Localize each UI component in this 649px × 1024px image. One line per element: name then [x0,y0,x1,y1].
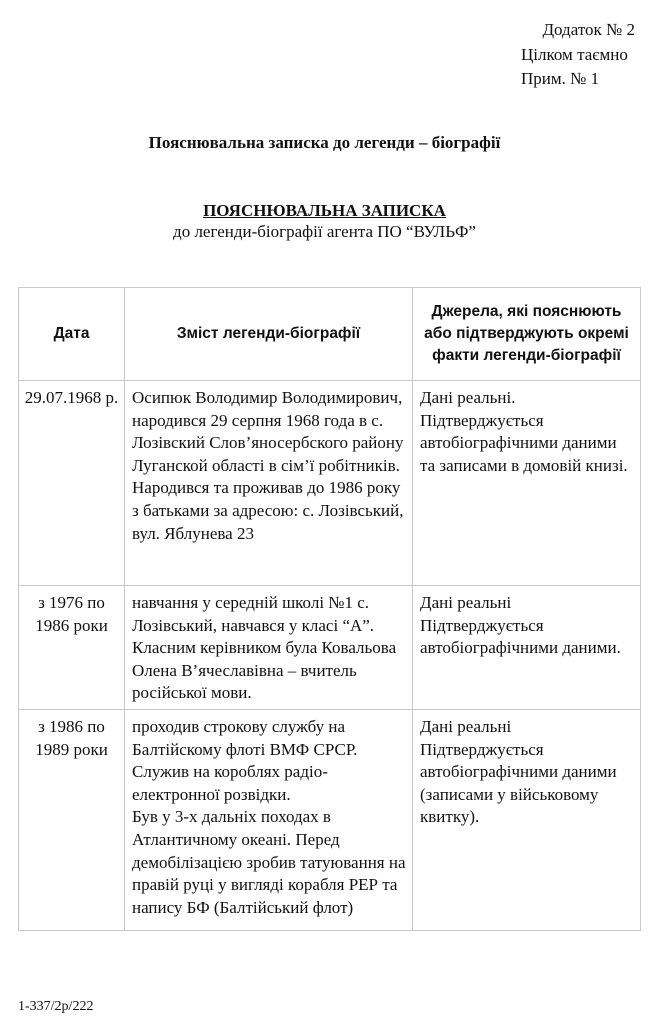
table-header-row [19,288,641,381]
row-source: Дані реальні Підтверджується автобіографічними даними (записами у військовому квитку). [413,709,641,930]
copy-number: Прим. № 1 [521,69,600,88]
row-source: Дані реальні. Підтверджується автобіографічними даними та записами в домовій книзі. [413,381,641,586]
table-row [19,709,641,930]
row-date: 29.07.1968 р. [19,381,125,586]
column-header-content: Зміст легенди-біографії [125,288,413,381]
row-content-paragraph-2: Був у 3-х дальніх походах в Атлантичному океані. Перед демобілізацією зробив татуювання на правій руці у вигляді корабля РЕР та напису БФ (Балтійський флот) [132,807,406,917]
row-date: з 1976 по 1986 роки [19,586,125,710]
legend-biography-table [18,287,641,931]
column-header-date: Дата [19,288,125,381]
document-classification-block [521,18,635,92]
column-header-sources: Джерела, які пояснюють або підтверджують окремі факти легенди-біографії [413,288,641,381]
appendix-number: Додаток № 2 [542,20,635,39]
note-title: ПОЯСНЮВАЛЬНА ЗАПИСКА [203,201,446,220]
secrecy-label: Цілком таємно [521,44,628,64]
document-reference-number: 1-337/2р/222 [18,999,94,1014]
table-row [19,381,641,586]
row-content: навчання у середній школі №1 с. Лозівський, навчався у класі “А”. Класним керівником була Ковальова Олена В’ячеславівна – вчитель російської мови. [125,586,413,710]
row-content-paragraph-1: проходив строкову службу на Балтійскому флоті ВМФ СРСР. Служив на короблях радіо-електронної розвідки. [132,716,358,804]
table-row [19,586,641,710]
note-subtitle: до легенди-біографії агента ПО “ВУЛЬФ” [173,222,476,241]
row-source: Дані реальні Підтверджується автобіографічними даними. [413,586,641,710]
row-content: Осипюк Володимир Володимирович, народився 29 серпня 1968 года в с. Лозівский Слов’яносербского району Луганской області в сім’ї робітників. Народився та проживав до 1986 року з батьками за адресою: с. Лозівський, вул. Яблунева 23 [125,381,413,586]
row-content [125,709,413,930]
document-heading: Пояснювальна записка до легенди – біографії [148,133,501,152]
row-date: з 1986 по 1989 роки [19,709,125,930]
